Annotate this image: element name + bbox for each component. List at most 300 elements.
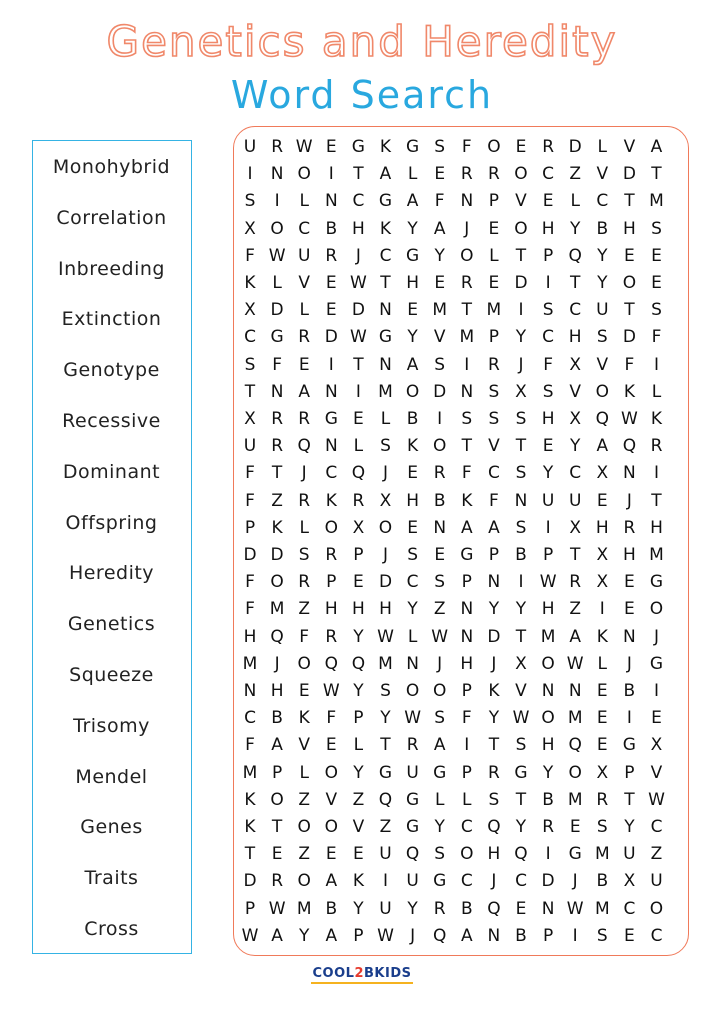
grid-letter[interactable]: R [271,137,283,157]
grid-letter[interactable]: T [244,844,256,865]
grid-letter[interactable]: I [653,681,659,701]
grid-letter[interactable]: V [352,817,365,837]
grid-letter[interactable]: U [623,844,636,865]
grid-letter[interactable]: C [542,327,555,348]
grid-letter[interactable]: P [542,545,554,565]
grid-letter[interactable]: Y [597,273,608,293]
grid-letter[interactable]: R [325,626,338,647]
grid-letter[interactable]: C [325,463,338,484]
grid-letter[interactable]: P [461,681,472,701]
grid-letter[interactable]: B [623,681,636,701]
grid-letter[interactable]: B [406,409,419,429]
grid-letter[interactable]: N [243,681,257,701]
grid-letter[interactable]: G [433,762,447,783]
grid-letter[interactable]: G [351,137,365,157]
grid-letter[interactable]: U [650,871,663,892]
grid-letter[interactable]: B [433,490,446,511]
grid-letter[interactable]: L [651,381,662,402]
grid-letter[interactable]: Y [569,436,581,457]
grid-letter[interactable]: P [624,762,635,783]
grid-letter[interactable]: I [274,191,280,212]
grid-letter[interactable]: L [299,762,309,783]
grid-letter[interactable]: K [596,626,608,647]
grid-letter[interactable]: N [324,381,338,402]
grid-letter[interactable]: N [379,354,392,375]
grid-letter[interactable]: Y [298,925,310,946]
grid-letter[interactable]: C [623,898,636,919]
grid-letter[interactable]: S [488,409,500,429]
grid-letter[interactable]: X [379,490,392,511]
grid-letter[interactable]: C [569,300,582,321]
grid-letter[interactable]: T [244,381,256,402]
grid-letter[interactable]: Q [514,844,528,865]
grid-letter[interactable]: R [325,545,338,565]
grid-letter[interactable]: J [464,218,470,239]
grid-letter[interactable]: Y [353,626,364,647]
grid-letter[interactable]: G [406,245,420,266]
grid-letter[interactable]: Q [270,626,284,647]
grid-letter[interactable]: O [405,381,420,402]
grid-letter[interactable]: K [379,218,392,239]
grid-letter[interactable]: S [488,789,500,810]
grid-letter[interactable]: M [378,381,393,402]
grid-letter[interactable]: R [325,245,338,266]
grid-letter[interactable]: L [299,300,309,321]
grid-letter[interactable]: Q [378,789,393,810]
grid-letter[interactable]: B [596,218,609,239]
grid-letter[interactable]: S [380,436,391,457]
grid-letter[interactable]: G [622,735,636,756]
grid-letter[interactable]: N [379,300,392,321]
grid-letter[interactable]: W [377,626,394,647]
grid-letter[interactable]: R [569,572,582,593]
grid-letter[interactable]: T [624,191,635,212]
grid-letter[interactable]: H [541,218,555,239]
grid-letter[interactable]: R [298,409,311,429]
grid-letter[interactable]: O [649,599,664,620]
grid-letter[interactable]: X [244,218,256,239]
grid-letter[interactable]: D [568,137,582,157]
grid-letter[interactable]: I [653,463,659,484]
grid-letter[interactable]: I [328,164,334,185]
grid-letter[interactable]: Q [297,436,311,457]
grid-letter[interactable]: D [433,381,447,402]
grid-letter[interactable]: O [460,844,474,865]
grid-letter[interactable]: F [543,354,553,375]
grid-letter[interactable]: E [624,245,635,266]
grid-letter[interactable]: J [410,925,416,946]
grid-letter[interactable]: I [572,925,578,946]
grid-letter[interactable]: B [271,708,283,729]
grid-letter[interactable]: J [626,490,632,511]
grid-letter[interactable]: Y [434,817,445,837]
grid-letter[interactable]: G [649,572,664,593]
grid-letter[interactable]: H [650,517,663,538]
grid-letter[interactable]: D [351,300,365,321]
grid-letter[interactable]: Q [324,653,338,674]
grid-letter[interactable]: J [437,653,443,674]
grid-letter[interactable]: T [515,789,527,810]
grid-letter[interactable]: C [650,817,663,837]
grid-letter[interactable]: R [433,463,446,484]
grid-letter[interactable]: W [620,409,638,429]
grid-letter[interactable]: O [270,789,284,810]
grid-letter[interactable]: C [460,817,473,837]
grid-letter[interactable]: F [245,245,255,266]
grid-letter[interactable]: J [355,245,361,266]
grid-letter[interactable]: Z [569,599,582,620]
grid-letter[interactable]: C [460,871,473,892]
grid-letter[interactable]: M [486,300,502,321]
grid-letter[interactable]: W [322,681,340,701]
grid-letter[interactable]: A [406,354,419,375]
grid-letter[interactable]: M [649,545,664,565]
grid-letter[interactable]: S [651,300,662,321]
grid-letter[interactable]: C [515,871,527,892]
grid-letter[interactable]: R [271,409,283,429]
grid-letter[interactable]: R [596,789,609,810]
grid-letter[interactable]: V [515,681,527,701]
grid-letter[interactable]: C [542,164,555,185]
grid-letter[interactable]: E [353,844,364,865]
grid-letter[interactable]: B [325,218,338,239]
grid-letter[interactable]: W [268,898,286,919]
grid-letter[interactable]: E [353,409,364,429]
grid-letter[interactable]: P [353,708,364,729]
grid-letter[interactable]: T [515,626,527,647]
grid-letter[interactable]: Z [433,599,446,620]
grid-letter[interactable]: U [541,490,555,511]
grid-letter[interactable]: R [460,164,473,185]
grid-letter[interactable]: G [514,762,528,783]
grid-letter[interactable]: K [379,137,392,157]
grid-letter[interactable]: Y [488,599,500,620]
grid-letter[interactable]: S [651,218,662,239]
grid-letter[interactable]: Z [352,789,365,810]
grid-letter[interactable]: E [407,300,418,321]
grid-letter[interactable]: E [542,191,554,212]
grid-letter[interactable]: O [541,653,555,674]
grid-letter[interactable]: D [622,327,636,348]
grid-letter[interactable]: H [406,490,419,511]
grid-letter[interactable]: F [245,599,255,620]
grid-letter[interactable]: R [352,490,365,511]
grid-letter[interactable]: P [271,762,283,783]
grid-letter[interactable]: K [244,789,256,810]
grid-letter[interactable]: U [596,300,609,321]
grid-letter[interactable]: M [296,898,312,919]
grid-letter[interactable]: C [379,245,392,266]
grid-letter[interactable]: U [379,844,392,865]
grid-letter[interactable]: P [542,245,554,266]
grid-letter[interactable]: W [648,789,665,810]
grid-letter[interactable]: V [298,735,310,756]
grid-letter[interactable]: Y [407,599,418,620]
grid-letter[interactable]: O [270,218,284,239]
grid-letter[interactable]: K [407,436,419,457]
grid-letter[interactable]: Z [298,789,311,810]
grid-letter[interactable]: V [596,164,609,185]
grid-letter[interactable]: D [541,871,555,892]
grid-letter[interactable]: P [461,762,472,783]
grid-letter[interactable]: K [298,708,310,729]
grid-letter[interactable]: N [514,490,528,511]
grid-letter[interactable]: W [241,925,259,946]
grid-letter[interactable]: T [380,735,391,756]
grid-letter[interactable]: K [325,490,337,511]
grid-letter[interactable]: X [596,572,609,593]
grid-letter[interactable]: L [380,409,391,429]
grid-letter[interactable]: P [353,545,364,565]
grid-letter[interactable]: L [434,789,445,810]
grid-letter[interactable]: U [406,762,419,783]
grid-letter[interactable]: T [461,300,472,321]
grid-letter[interactable]: W [268,245,286,266]
grid-letter[interactable]: E [596,735,608,756]
grid-letter[interactable]: S [434,137,446,157]
grid-letter[interactable]: F [624,354,635,375]
grid-letter[interactable]: W [349,327,367,348]
grid-letter[interactable]: L [353,436,364,457]
grid-letter[interactable]: X [569,409,582,429]
grid-letter[interactable]: W [566,898,584,919]
grid-letter[interactable]: A [379,164,392,185]
grid-letter[interactable]: N [487,572,501,593]
grid-letter[interactable]: R [542,137,554,157]
grid-letter[interactable]: J [274,653,280,674]
grid-letter[interactable]: S [244,354,256,375]
grid-letter[interactable]: T [515,245,527,266]
grid-letter[interactable]: H [541,735,555,756]
grid-letter[interactable]: T [651,164,662,185]
grid-letter[interactable]: B [542,789,554,810]
grid-letter[interactable]: T [488,735,500,756]
grid-letter[interactable]: N [487,925,501,946]
grid-letter[interactable]: A [298,381,310,402]
grid-letter[interactable]: F [245,572,255,593]
grid-letter[interactable]: M [269,599,285,620]
grid-letter[interactable]: S [515,517,527,538]
grid-letter[interactable]: G [378,762,393,783]
grid-letter[interactable]: Y [542,762,554,783]
grid-letter[interactable]: M [378,653,393,674]
grid-letter[interactable]: Q [487,817,501,837]
grid-letter[interactable]: S [542,381,554,402]
grid-letter[interactable]: J [382,463,388,484]
grid-letter[interactable]: T [461,436,472,457]
grid-letter[interactable]: E [569,817,581,837]
grid-letter[interactable]: A [325,925,338,946]
grid-letter[interactable]: W [566,653,584,674]
grid-letter[interactable]: E [624,925,635,946]
grid-letter[interactable]: U [568,490,582,511]
grid-letter[interactable]: G [378,327,393,348]
grid-letter[interactable]: H [622,218,636,239]
grid-letter[interactable]: Z [569,164,582,185]
grid-letter[interactable]: J [626,653,632,674]
grid-letter[interactable]: N [623,626,636,647]
grid-letter[interactable]: C [406,572,419,593]
grid-letter[interactable]: T [380,273,391,293]
grid-letter[interactable]: R [487,164,500,185]
grid-letter[interactable]: G [270,327,284,348]
grid-letter[interactable]: M [242,653,258,674]
grid-letter[interactable]: Q [568,245,582,266]
grid-letter[interactable]: O [378,517,393,538]
grid-letter[interactable]: T [271,817,283,837]
grid-letter[interactable]: E [515,898,527,919]
grid-letter[interactable]: G [460,545,474,565]
grid-letter[interactable]: E [271,844,283,865]
grid-letter[interactable]: E [407,517,418,538]
grid-letter[interactable]: O [568,762,582,783]
grid-letter[interactable]: C [244,708,256,729]
grid-letter[interactable]: Q [432,925,447,946]
grid-letter[interactable]: X [352,517,365,538]
grid-letter[interactable]: N [460,626,474,647]
grid-letter[interactable]: J [382,545,388,565]
grid-letter[interactable]: R [460,273,473,293]
grid-letter[interactable]: Y [353,898,364,919]
grid-letter[interactable]: R [487,354,500,375]
grid-letter[interactable]: G [406,789,420,810]
grid-letter[interactable]: H [460,653,474,674]
grid-letter[interactable]: S [298,545,310,565]
grid-letter[interactable]: R [650,436,663,457]
grid-letter[interactable]: H [541,599,555,620]
grid-letter[interactable]: H [487,844,501,865]
grid-letter[interactable]: E [325,844,337,865]
grid-letter[interactable]: R [298,327,311,348]
grid-letter[interactable]: Y [353,681,364,701]
grid-letter[interactable]: S [542,300,554,321]
grid-letter[interactable]: X [596,762,609,783]
grid-letter[interactable]: Z [298,599,311,620]
grid-letter[interactable]: Y [515,599,527,620]
grid-letter[interactable]: W [512,708,530,729]
grid-letter[interactable]: E [325,273,337,293]
grid-letter[interactable]: S [515,409,527,429]
grid-letter[interactable]: I [518,300,524,321]
grid-letter[interactable]: C [487,463,500,484]
grid-letter[interactable]: F [245,735,255,756]
grid-letter[interactable]: L [299,517,309,538]
grid-letter[interactable]: V [433,327,446,348]
grid-letter[interactable]: I [437,409,443,429]
grid-letter[interactable]: X [569,354,582,375]
grid-letter[interactable]: O [432,436,447,457]
grid-letter[interactable]: E [596,490,608,511]
grid-letter[interactable]: A [271,735,283,756]
grid-letter[interactable]: B [325,898,338,919]
grid-letter[interactable]: K [650,409,663,429]
grid-letter[interactable]: T [624,789,635,810]
grid-letter[interactable]: O [432,681,447,701]
grid-letter[interactable]: S [434,354,446,375]
grid-letter[interactable]: P [461,572,472,593]
grid-letter[interactable]: E [325,137,337,157]
grid-letter[interactable]: X [623,871,636,892]
grid-letter[interactable]: Q [351,463,366,484]
grid-letter[interactable]: X [596,463,609,484]
grid-letter[interactable]: D [243,545,257,565]
grid-letter[interactable]: E [542,436,554,457]
grid-letter[interactable]: L [272,273,282,293]
grid-letter[interactable]: T [569,545,581,565]
grid-letter[interactable]: X [569,517,582,538]
grid-letter[interactable]: Z [650,844,663,865]
grid-letter[interactable]: A [596,436,609,457]
grid-letter[interactable]: N [460,191,474,212]
grid-letter[interactable]: P [244,898,256,919]
grid-letter[interactable]: W [377,925,394,946]
grid-letter[interactable]: P [488,545,500,565]
grid-letter[interactable]: Y [353,762,364,783]
grid-letter[interactable]: T [353,164,364,185]
grid-letter[interactable]: V [325,789,338,810]
grid-letter[interactable]: E [488,218,500,239]
grid-letter[interactable]: E [434,164,446,185]
grid-letter[interactable]: N [623,463,636,484]
grid-letter[interactable]: S [434,708,446,729]
grid-letter[interactable]: E [298,681,310,701]
grid-letter[interactable]: Q [487,898,501,919]
grid-letter[interactable]: R [271,871,283,892]
grid-letter[interactable]: Z [379,817,392,837]
grid-letter[interactable]: T [515,436,527,457]
grid-letter[interactable]: P [326,572,337,593]
grid-letter[interactable]: M [594,898,610,919]
grid-letter[interactable]: R [542,817,554,837]
grid-letter[interactable]: H [243,626,257,647]
grid-letter[interactable]: F [461,708,472,729]
grid-letter[interactable]: Y [624,817,635,837]
grid-letter[interactable]: Y [407,218,418,239]
grid-letter[interactable]: B [460,898,473,919]
grid-letter[interactable]: P [244,517,256,538]
grid-letter[interactable]: F [461,463,472,484]
grid-letter[interactable]: N [324,436,338,457]
grid-letter[interactable]: O [297,871,311,892]
grid-letter[interactable]: A [325,871,338,892]
grid-letter[interactable]: Y [407,327,418,348]
grid-letter[interactable]: D [622,164,636,185]
grid-letter[interactable]: U [406,871,419,892]
grid-letter[interactable]: P [353,925,364,946]
grid-letter[interactable]: Y [569,218,581,239]
grid-letter[interactable]: E [434,545,446,565]
grid-letter[interactable]: D [487,626,501,647]
grid-letter[interactable]: F [651,327,662,348]
grid-letter[interactable]: L [489,245,499,266]
grid-letter[interactable]: J [301,463,307,484]
grid-letter[interactable]: I [545,844,551,865]
grid-letter[interactable]: J [518,354,524,375]
grid-letter[interactable]: S [488,381,500,402]
grid-letter[interactable]: H [351,599,365,620]
grid-letter[interactable]: T [271,463,283,484]
grid-letter[interactable]: K [623,381,635,402]
grid-letter[interactable]: A [460,517,473,538]
grid-letter[interactable]: H [379,599,392,620]
grid-letter[interactable]: W [431,626,449,647]
grid-letter[interactable]: H [568,327,582,348]
grid-letter[interactable]: V [569,381,581,402]
grid-letter[interactable]: V [623,137,636,157]
grid-letter[interactable]: O [324,762,338,783]
grid-letter[interactable]: R [623,517,636,538]
grid-letter[interactable]: E [624,599,635,620]
